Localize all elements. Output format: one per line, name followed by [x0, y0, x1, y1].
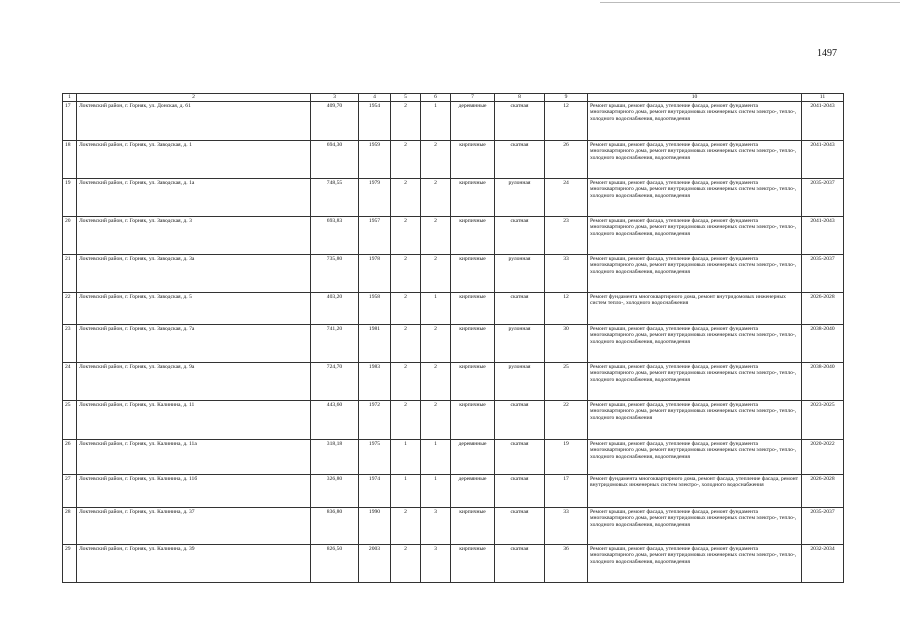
- cell-roof-type: рулонная: [495, 255, 545, 293]
- cell-roof-type: рулонная: [495, 179, 545, 217]
- cell-address: Локтевский район, г. Горняк, ул. Заводская, д. 7а: [77, 325, 311, 363]
- cell-apartments: 33: [545, 255, 588, 293]
- cell-row-number: 21: [63, 255, 77, 293]
- cell-roof-type: скатная: [495, 401, 545, 440]
- cell-roof-type: скатная: [495, 475, 545, 508]
- cell-floors: 2: [391, 401, 421, 440]
- cell-period: 2026-2028: [802, 475, 844, 508]
- cell-period: 2041-2043: [802, 217, 844, 255]
- cell-row-number: 24: [63, 363, 77, 401]
- cell-wall-material: кирпичные: [451, 293, 495, 325]
- page-number: 1497: [817, 48, 837, 59]
- cell-row-number: 17: [63, 102, 77, 141]
- cell-area: 836,80: [311, 508, 359, 545]
- cell-floors: 2: [391, 325, 421, 363]
- cell-address: Локтевский район, г. Горняк, ул. Заводская, д. 9а: [77, 363, 311, 401]
- cell-entrances: 1: [421, 475, 451, 508]
- cell-address: Локтевский район, г. Горняк, ул. Калинина, д. 11: [77, 401, 311, 440]
- cell-apartments: 36: [545, 545, 588, 583]
- cell-address: Локтевский район, г. Горняк, ул. Заводская, д. 1а: [77, 179, 311, 217]
- cell-area: 409,70: [311, 102, 359, 141]
- cell-area: 693,83: [311, 217, 359, 255]
- cell-roof-type: скатная: [495, 440, 545, 475]
- column-header: 8: [495, 94, 545, 102]
- cell-address: Локтевский район, г. Горняк, ул. Заводская, д. 1: [77, 141, 311, 179]
- cell-work-types: Ремонт крыши, ремонт фасада, утепление фасада, ремонт фундамента многоквартирного дома, ремонт внутридомовых инженерных систем электро-, тепло-, холодного водоснабжения, водоотведения: [588, 440, 802, 475]
- cell-roof-type: рулонная: [495, 363, 545, 401]
- cell-period: 2035-2037: [802, 179, 844, 217]
- cell-entrances: 3: [421, 545, 451, 583]
- cell-row-number: 22: [63, 293, 77, 325]
- cell-period: 2038-2040: [802, 325, 844, 363]
- column-header: 6: [421, 94, 451, 102]
- cell-roof-type: скатная: [495, 293, 545, 325]
- cell-work-types: Ремонт крыши, ремонт фасада, утепление фасада, ремонт фундамента многоквартирного дома, ремонт внутридомовых инженерных систем электро-, тепло-, холодного водоснабжения: [588, 401, 802, 440]
- cell-period: 2023-2025: [802, 401, 844, 440]
- cell-row-number: 23: [63, 325, 77, 363]
- cell-address: Локтевский район, г. Горняк, ул. Донская, д. 61: [77, 102, 311, 141]
- cell-floors: 1: [391, 475, 421, 508]
- cell-row-number: 25: [63, 401, 77, 440]
- cell-entrances: 3: [421, 508, 451, 545]
- column-header: 1: [63, 94, 77, 102]
- cell-row-number: 27: [63, 475, 77, 508]
- table-row: [63, 440, 844, 475]
- cell-entrances: 2: [421, 255, 451, 293]
- cell-area: 694,30: [311, 141, 359, 179]
- table-row: [63, 255, 844, 293]
- cell-address: Локтевский район, г. Горняк, ул. Калинина, д. 11б: [77, 475, 311, 508]
- cell-row-number: 19: [63, 179, 77, 217]
- cell-wall-material: деревянные: [451, 102, 495, 141]
- cell-year: 1990: [359, 508, 391, 545]
- cell-year: 1981: [359, 325, 391, 363]
- cell-apartments: 22: [545, 401, 588, 440]
- cell-wall-material: кирпичные: [451, 141, 495, 179]
- column-header: 4: [359, 94, 391, 102]
- cell-floors: 2: [391, 363, 421, 401]
- cell-period: 2026-2028: [802, 293, 844, 325]
- cell-roof-type: скатная: [495, 217, 545, 255]
- cell-wall-material: кирпичные: [451, 508, 495, 545]
- cell-roof-type: скатная: [495, 508, 545, 545]
- cell-floors: 2: [391, 217, 421, 255]
- cell-address: Локтевский район, г. Горняк, ул. Калинина, д. 39: [77, 545, 311, 583]
- top-edge-line: [600, 2, 900, 3]
- cell-work-types: Ремонт крыши, ремонт фасада, утепление фасада, ремонт фундамента многоквартирного дома, ремонт внутридомовых инженерных систем электро-, тепло-, холодного водоснабжения, водоотведения: [588, 141, 802, 179]
- table-row: [63, 325, 844, 363]
- cell-floors: 2: [391, 179, 421, 217]
- cell-wall-material: кирпичные: [451, 363, 495, 401]
- cell-year: 2003: [359, 545, 391, 583]
- cell-work-types: Ремонт крыши, ремонт фасада, утепление фасада, ремонт фундамента многоквартирного дома, ремонт внутридомовых инженерных систем электро-, тепло-, холодного водоснабжения, водоотведения: [588, 179, 802, 217]
- cell-year: 1954: [359, 102, 391, 141]
- cell-entrances: 2: [421, 401, 451, 440]
- cell-entrances: 2: [421, 179, 451, 217]
- cell-year: 1958: [359, 293, 391, 325]
- cell-work-types: Ремонт крыши, ремонт фасада, утепление фасада, ремонт фундамента многоквартирного дома, ремонт внутридомовых инженерных систем электро-, тепло-, холодного водоснабжения, водоотведения: [588, 508, 802, 545]
- table-row: [63, 141, 844, 179]
- cell-apartments: 23: [545, 217, 588, 255]
- cell-floors: 2: [391, 255, 421, 293]
- cell-period: 2035-2037: [802, 508, 844, 545]
- cell-period: 2038-2040: [802, 363, 844, 401]
- cell-row-number: 26: [63, 440, 77, 475]
- cell-apartments: 33: [545, 508, 588, 545]
- table-row: [63, 217, 844, 255]
- cell-floors: 2: [391, 545, 421, 583]
- cell-work-types: Ремонт крыши, ремонт фасада, утепление фасада, ремонт фундамента многоквартирного дома, ремонт внутридомовых инженерных систем электро-, тепло-, холодного водоснабжения, водоотведения: [588, 363, 802, 401]
- cell-work-types: Ремонт крыши, ремонт фасада, утепление фасада, ремонт фундамента многоквартирного дома, ремонт внутридомовых инженерных систем электро-, тепло-, холодного водоснабжения, водоотведения: [588, 545, 802, 583]
- cell-work-types: Ремонт крыши, ремонт фасада, утепление фасада, ремонт фундамента многоквартирного дома, ремонт внутридомовых инженерных систем электро-, тепло-, холодного водоснабжения, водоотведения: [588, 255, 802, 293]
- table-row: [63, 363, 844, 401]
- cell-wall-material: кирпичные: [451, 545, 495, 583]
- cell-row-number: 18: [63, 141, 77, 179]
- cell-row-number: 29: [63, 545, 77, 583]
- column-header: 5: [391, 94, 421, 102]
- cell-area: 318,18: [311, 440, 359, 475]
- cell-area: 741,20: [311, 325, 359, 363]
- column-header: 3: [311, 94, 359, 102]
- table-row: [63, 293, 844, 325]
- cell-period: 2032-2034: [802, 545, 844, 583]
- cell-address: Локтевский район, г. Горняк, ул. Заводская, д. 3: [77, 217, 311, 255]
- cell-roof-type: скатная: [495, 141, 545, 179]
- cell-floors: 1: [391, 440, 421, 475]
- cell-floors: 2: [391, 141, 421, 179]
- cell-entrances: 1: [421, 293, 451, 325]
- cell-wall-material: деревянные: [451, 440, 495, 475]
- cell-year: 1972: [359, 401, 391, 440]
- cell-floors: 2: [391, 508, 421, 545]
- cell-apartments: 12: [545, 102, 588, 141]
- cell-entrances: 2: [421, 325, 451, 363]
- cell-row-number: 20: [63, 217, 77, 255]
- cell-apartments: 24: [545, 179, 588, 217]
- cell-year: 1979: [359, 179, 391, 217]
- column-header: 10: [588, 94, 802, 102]
- cell-entrances: 1: [421, 440, 451, 475]
- cell-year: 1975: [359, 440, 391, 475]
- cell-wall-material: кирпичные: [451, 401, 495, 440]
- column-header-row: [63, 94, 844, 102]
- housing-register-table: [62, 93, 844, 583]
- cell-apartments: 26: [545, 141, 588, 179]
- cell-roof-type: скатная: [495, 102, 545, 141]
- cell-area: 403,20: [311, 293, 359, 325]
- cell-work-types: Ремонт крыши, ремонт фасада, утепление фасада, ремонт фундамента многоквартирного дома, ремонт внутридомовых инженерных систем электро-, тепло-, холодного водоснабжения, водоотведения: [588, 217, 802, 255]
- cell-address: Локтевский район, г. Горняк, ул. Калинина, д. 11а: [77, 440, 311, 475]
- cell-floors: 2: [391, 293, 421, 325]
- cell-work-types: Ремонт фундамента многоквартирного дома, ремонт фасада, утепление фасада, ремонт внутридомовых инженерных систем электро-, холодного водоснабжения: [588, 475, 802, 508]
- cell-work-types: Ремонт крыши, ремонт фасада, утепление фасада, ремонт фундамента многоквартирного дома, ремонт внутридомовых инженерных систем электро-, тепло-, холодного водоснабжения, водоотведения: [588, 102, 802, 141]
- cell-area: 748,55: [311, 179, 359, 217]
- cell-wall-material: кирпичные: [451, 217, 495, 255]
- cell-row-number: 28: [63, 508, 77, 545]
- table-row: [63, 475, 844, 508]
- cell-period: 2041-2043: [802, 141, 844, 179]
- cell-period: 2035-2037: [802, 255, 844, 293]
- cell-year: 1957: [359, 217, 391, 255]
- cell-entrances: 1: [421, 102, 451, 141]
- cell-floors: 2: [391, 102, 421, 141]
- cell-area: 724,70: [311, 363, 359, 401]
- cell-year: 1983: [359, 363, 391, 401]
- column-header: 11: [802, 94, 844, 102]
- cell-entrances: 2: [421, 141, 451, 179]
- cell-year: 1974: [359, 475, 391, 508]
- column-header: 9: [545, 94, 588, 102]
- cell-apartments: 17: [545, 475, 588, 508]
- cell-entrances: 2: [421, 217, 451, 255]
- cell-entrances: 2: [421, 363, 451, 401]
- cell-apartments: 30: [545, 325, 588, 363]
- cell-roof-type: рулонная: [495, 325, 545, 363]
- cell-address: Локтевский район, г. Горняк, ул. Заводская, д. 5: [77, 293, 311, 325]
- cell-apartments: 25: [545, 363, 588, 401]
- table-row: [63, 508, 844, 545]
- cell-work-types: Ремонт фундамента многоквартирного дома, ремонт внутридомовых инженерных систем тепло-, холодного водоснабжения: [588, 293, 802, 325]
- cell-area: 826,50: [311, 545, 359, 583]
- cell-period: 2041-2043: [802, 102, 844, 141]
- table-row: [63, 545, 844, 583]
- cell-wall-material: деревянные: [451, 475, 495, 508]
- cell-wall-material: кирпичные: [451, 255, 495, 293]
- table-row: [63, 102, 844, 141]
- cell-work-types: Ремонт крыши, ремонт фасада, утепление фасада, ремонт фундамента многоквартирного дома, ремонт внутридомовых инженерных систем электро-, тепло-, холодного водоснабжения, водоотведения: [588, 325, 802, 363]
- table-row: [63, 179, 844, 217]
- cell-address: Локтевский район, г. Горняк, ул. Калинина, д. 37: [77, 508, 311, 545]
- cell-address: Локтевский район, г. Горняк, ул. Заводская, д. 3а: [77, 255, 311, 293]
- cell-area: 735,80: [311, 255, 359, 293]
- cell-roof-type: скатная: [495, 545, 545, 583]
- cell-year: 1978: [359, 255, 391, 293]
- cell-period: 2020-2022: [802, 440, 844, 475]
- cell-area: 443,60: [311, 401, 359, 440]
- cell-area: 326,80: [311, 475, 359, 508]
- column-header: 2: [77, 94, 311, 102]
- table-row: [63, 401, 844, 440]
- cell-wall-material: кирпичные: [451, 179, 495, 217]
- cell-apartments: 19: [545, 440, 588, 475]
- column-header: 7: [451, 94, 495, 102]
- cell-year: 1959: [359, 141, 391, 179]
- cell-apartments: 12: [545, 293, 588, 325]
- cell-wall-material: кирпичные: [451, 325, 495, 363]
